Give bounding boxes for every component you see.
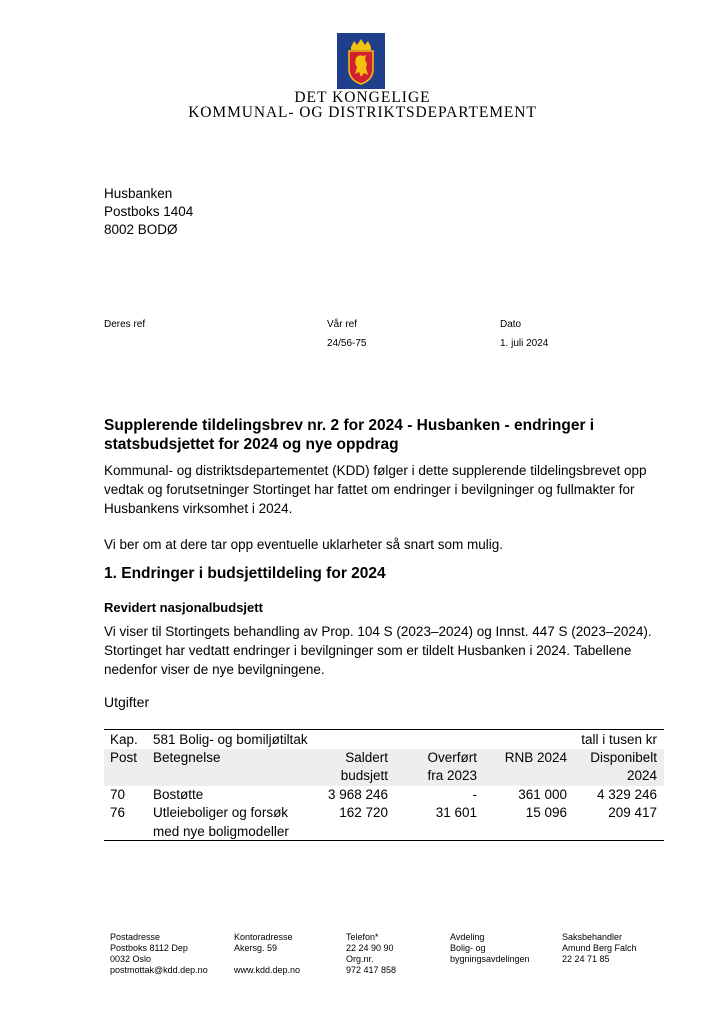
footer-kontoradresse-blank: [234, 954, 300, 965]
row-70-saldert: 3 968 246: [327, 787, 388, 802]
row-76-disponibelt: 209 417: [608, 805, 657, 820]
footer-postadresse-line1: Postboks 8112 Dep: [110, 943, 188, 953]
row-76-betegnelse-2: med nye boligmodeller: [153, 824, 289, 839]
letterhead-line-1: DET KONGELIGE: [294, 89, 431, 106]
dato-value: 1. juli 2024: [500, 338, 549, 349]
footer-postadresse-label: Postadresse: [110, 932, 161, 942]
header-betegnelse: Betegnelse: [153, 750, 221, 765]
header-overfort-1: Overført: [427, 750, 477, 765]
footer-saksbehandler-label: Saksbehandler: [562, 932, 623, 942]
footer-telefon-number: 22 24 90 90: [346, 943, 394, 953]
recipient-city: 8002 BODØ: [104, 222, 178, 237]
table-unit: tall i tusen kr: [581, 732, 657, 747]
recipient-name: Husbanken: [104, 186, 173, 201]
footer-avdeling-label: Avdeling: [450, 932, 485, 942]
footer-kontoradresse-label: Kontoradresse: [234, 932, 293, 942]
footer-avdeling-line1: Bolig- og: [450, 943, 486, 953]
row-76-saldert: 162 720: [339, 805, 388, 820]
footer-saksbehandler: [562, 932, 637, 965]
row-70-post: 70: [110, 787, 126, 802]
row-76-overfort: 31 601: [435, 805, 477, 820]
footer-avdeling-line2: bygningsavdelingen: [450, 954, 530, 964]
var-ref-label: Vår ref: [327, 319, 358, 330]
header-post: Post: [110, 750, 138, 765]
deres-ref-label: Deres ref: [104, 319, 146, 330]
footer-telefon: [346, 932, 396, 976]
section-subheading: Revidert nasjonalbudsjett: [104, 600, 263, 615]
request-paragraph: Vi ber om at dere tar opp eventuelle uklarheter så snart som mulig.: [104, 537, 503, 552]
utgifter-label: Utgifter: [104, 694, 150, 710]
section-paragraph: Vi viser til Stortingets behandling av Prop. 104 S (2023–2024) og Innst. 447 S (2023–2024). Stortinget har vedtatt endringer i bevilgninger som er tildelt Husbanken i 2024. Tabellene nedenfor viser de nye bevilgningene.: [104, 624, 652, 677]
footer-orgnr-label: Org.nr.: [346, 954, 374, 964]
footer-email: postmottak@kdd.dep.no: [110, 965, 208, 975]
intro-paragraph: Kommunal- og distriktsdepartementet (KDD) følger i dette supplerende tildelingsbrevet opp vedtak og forutsetninger Stortinget har fattet om endringer i bevilgninger og fullmakter for Husbankens virksomhet i 2024.: [104, 463, 647, 516]
section-heading: 1. Endringer i budsjettildeling for 2024: [104, 565, 386, 582]
letterhead-line-2: KOMMUNAL- OG DISTRIKTSDEPARTEMENT: [188, 104, 537, 121]
footer-postadresse: [110, 932, 208, 976]
header-disponibelt-2: 2024: [626, 768, 657, 783]
header-saldert-2: budsjett: [340, 768, 388, 783]
row-76-post: 76: [110, 805, 126, 820]
footer-telefon-label: Telefon*: [346, 932, 379, 942]
var-ref-value: 24/56-75: [327, 338, 367, 349]
footer-postadresse-line2: 0032 Oslo: [110, 954, 152, 964]
footer-website: www.kdd.dep.no: [234, 965, 301, 975]
letter-title: Supplerende tildelingsbrev nr. 2 for 2024 - Husbanken - endringer i statsbudsjettet for 2024 og nye oppdrag: [104, 417, 595, 453]
dato-label: Dato: [500, 319, 522, 330]
footer-orgnr-value: 972 417 858: [346, 965, 397, 975]
coat-of-arms-icon: [337, 33, 385, 89]
footer-kontoradresse-line1: Akersg. 59: [234, 943, 278, 953]
footer-kontoradresse: [234, 932, 300, 976]
footer-saksbehandler-name: Amund Berg Falch: [562, 943, 637, 953]
row-70-overfort: -: [472, 787, 477, 802]
recipient-box: Postboks 1404: [104, 204, 194, 219]
row-70-disponibelt: 4 329 246: [596, 787, 657, 802]
header-rnb: RNB 2024: [504, 750, 567, 765]
row-70-betegnelse: Bostøtte: [153, 787, 204, 802]
row-70-rnb: 361 000: [518, 787, 567, 802]
row-76-betegnelse-1: Utleieboliger og forsøk: [153, 805, 289, 820]
kap-name: 581 Bolig- og bomiljøtiltak: [153, 732, 308, 747]
footer-avdeling: [450, 932, 530, 965]
header-overfort-2: fra 2023: [427, 768, 477, 783]
footer-saksbehandler-phone: 22 24 71 85: [562, 954, 610, 964]
table-top-rule: [104, 729, 664, 730]
header-disponibelt-1: Disponibelt: [590, 750, 657, 765]
table-bottom-rule: [104, 840, 664, 841]
row-76-rnb: 15 096: [525, 805, 567, 820]
header-saldert-1: Saldert: [345, 750, 388, 765]
kap-label: Kap.: [110, 732, 138, 747]
